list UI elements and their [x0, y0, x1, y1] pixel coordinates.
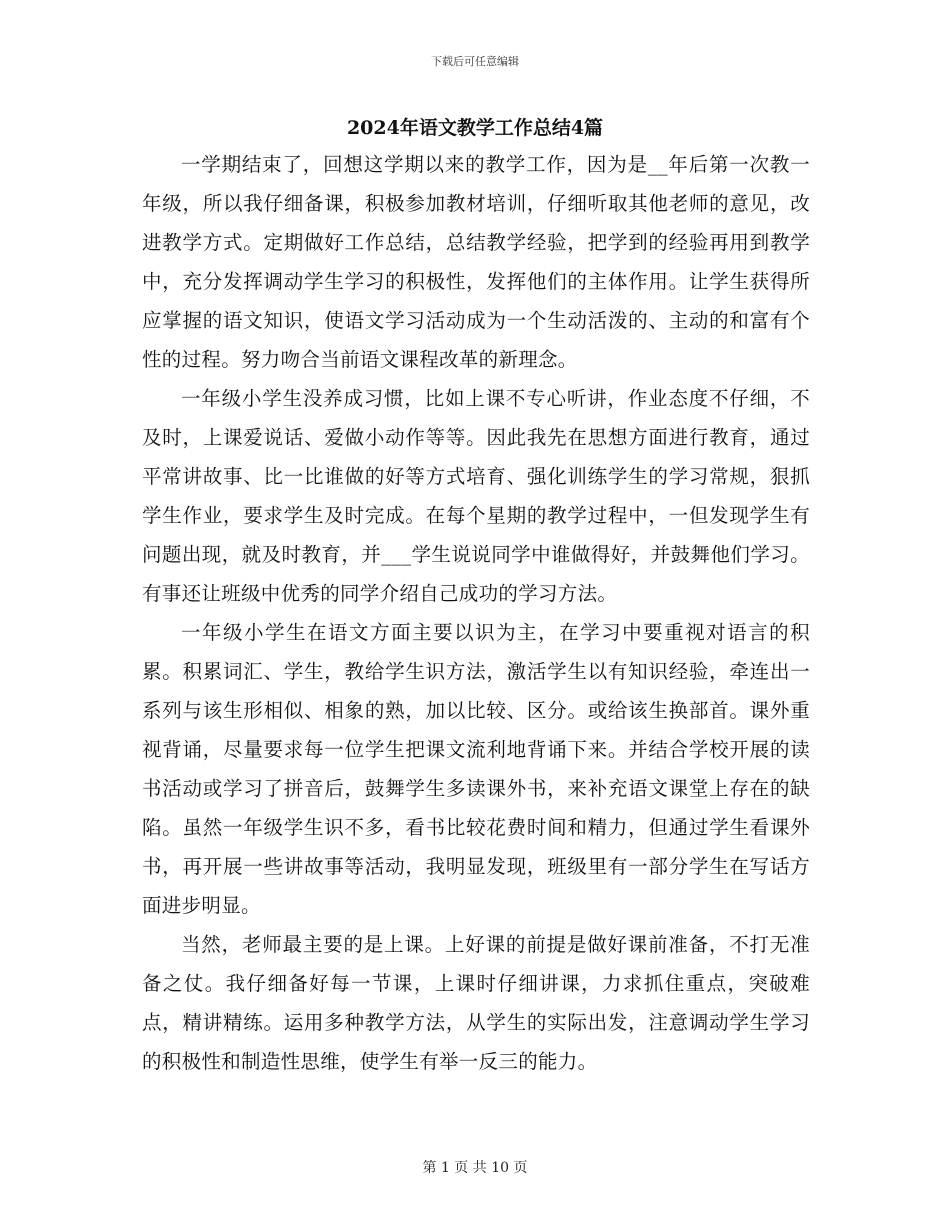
page-number: 第 1 页 共 10 页 — [422, 1160, 528, 1176]
document-title: 2024年语文教学工作总结4篇 — [346, 117, 604, 139]
paragraph-4: 当然，老师最主要的是上课。上好课的前提是做好课前准备，不打无准备之仗。我仔细备好每一节课，上课时仔细讲课，力求抓住重点，突破难点，精讲精练。运用多种教学方法，从学生的实际出发，注意调动学生学习的积极性和制造性思维，使学生有举一反三的能力。 — [142, 933, 810, 1073]
paragraph-1: 一学期结束了，回想这学期以来的教学工作，因为是__年后第一次教一年级，所以我仔细备课，积极参加教材培训，仔细听取其他老师的意见，改进教学方式。定期做好工作总结，总结教学经验，把学到的经验再用到教学中，充分发挥调动学生学习的积极性，发挥他们的主体作用。让学生获得所应掌握的语文知识，使语文学习活动成为一个生动活泼的、主动的和富有个性的过程。努力吻合当前语文课程改革的新理念。 — [142, 153, 810, 371]
document-body — [142, 145, 810, 1081]
paragraph-2: 一年级小学生没养成习惯，比如上课不专心听讲，作业态度不仔细，不及时，上课爱说话、爱做小动作等等。因此我先在思想方面进行教育，通过平常讲故事、比一比谁做的好等方式培育、强化训练学生的学习常规，狠抓学生作业，要求学生及时完成。在每个星期的教学过程中，一但发现学生有问题出现，就及时教育，并___学生说说同学中谁做得好，并鼓舞他们学习。有事还让班级中优秀的同学介绍自己成功的学习方法。 — [142, 387, 810, 605]
header-note: 下载后可任意编辑 — [431, 55, 519, 68]
paragraph-3: 一年级小学生在语文方面主要以识为主，在学习中要重视对语言的积累。积累词汇、学生，教给学生识方法，激活学生以有知识经验，牵连出一系列与该生形相似、相象的熟，加以比较、区分。或给该生换部首。课外重视背诵，尽量要求每一位学生把课文流利地背诵下来。并结合学校开展的读书活动或学习了拼音后，鼓舞学生多读课外书，来补充语文课堂上存在的缺陷。虽然一年级学生识不多，看书比较花费时间和精力，但通过学生看课外书，再开展一些讲故事等活动，我明显发现，班级里有一部分学生在写话方面进步明显。 — [142, 621, 810, 917]
